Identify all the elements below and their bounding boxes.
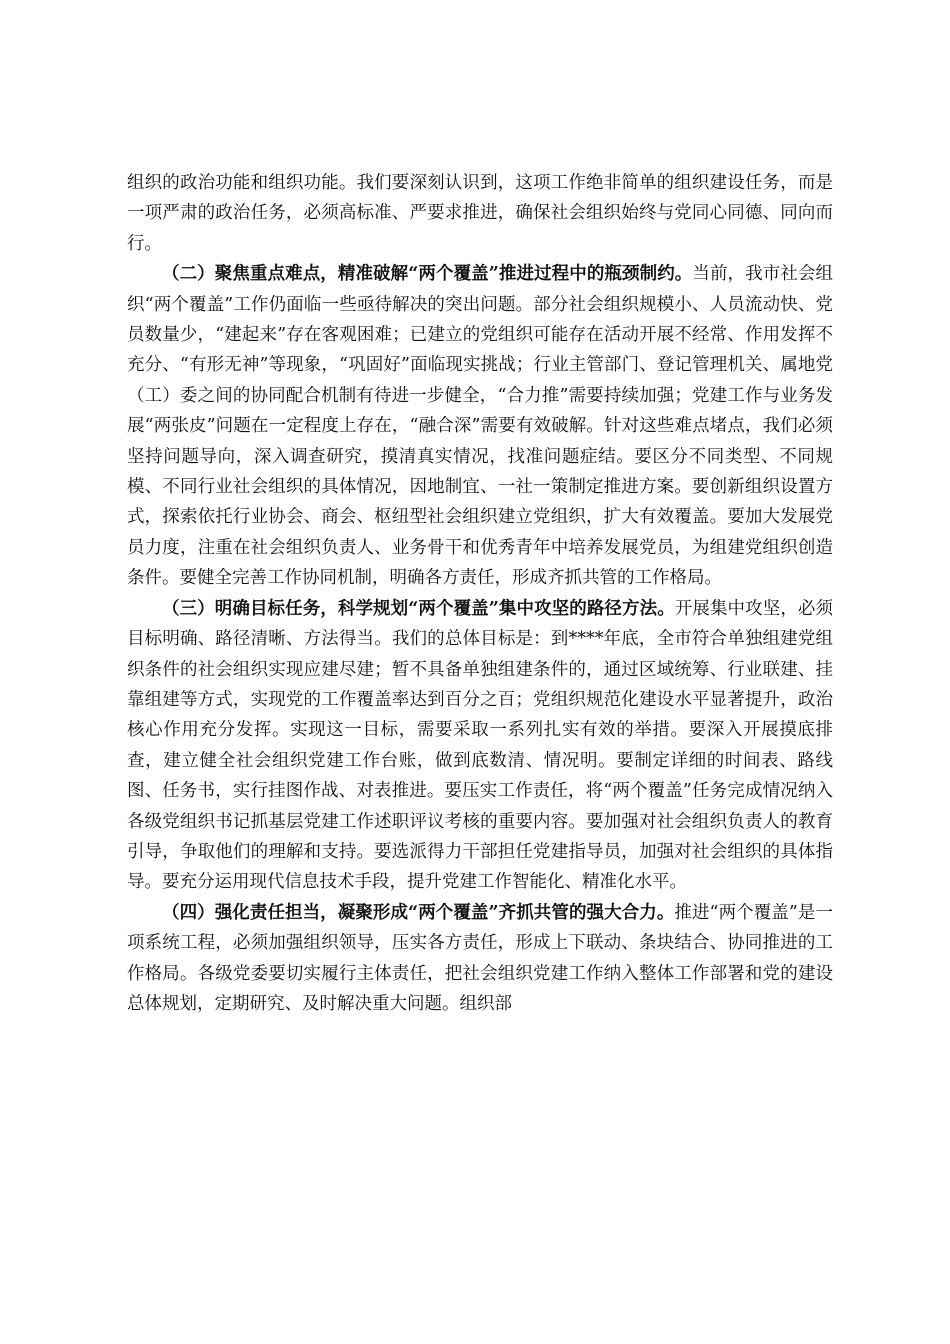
paragraph-text: 推进“两个覆盖”是一项系统工程，必须加强组织领导，压实各方责任，形成上下联动、条块结合、协同推进的工作格局。各级党委要切实履行主体责任，把社会组织党建工作纳入整体工作部署和党的建设总体规划，定期研究、及时解决重大问题。组织部 xyxy=(127,902,833,1014)
paragraph-continuation xyxy=(127,168,833,259)
section-heading: （二）聚焦重点难点，精准破解“两个覆盖”推进过程中的瓶颈制约。 xyxy=(162,264,693,285)
paragraph-text: 组织的政治功能和组织功能。我们要深刻认识到，这项工作绝非简单的组织建设任务，而是一项严肃的政治任务，必须高标准、严要求推进，确保社会组织始终与党同心同德、同向而行。 xyxy=(127,173,833,254)
paragraph-text: 开展集中攻坚，必须目标明确、路径清晰、方法得当。我们的总体目标是：到****年底，全市符合单独组建党组织条件的社会组织实现应建尽建；暂不具备单独组建条件的，通过区域统筹、行业联建、挂靠组建等方式，实现党的工作覆盖率达到百分之百；党组织规范化建设水平显著提升，政治核心作用充分发挥。实现这一目标，需要采取一系列扎实有效的举措。要深入开展摸底排查，建立健全社会组织党建工作台账，做到底数清、情况明。要制定详细的时间表、路线图、任务书，实行挂图作战、对表推进。要压实工作责任，将“两个覆盖”任务完成情况纳入各级党组织书记抓基层党建工作述职评议考核的重要内容。要加强对社会组织负责人的教育引导，争取他们的理解和支持。要选派得力干部担任党建指导员，加强对社会组织的具体指导。要充分运用现代信息技术手段，提升党建工作智能化、精准化水平。 xyxy=(127,598,834,893)
section-heading: （三）明确目标任务，科学规划“两个覆盖”集中攻坚的路径方法。 xyxy=(162,598,675,619)
section-heading: （四）强化责任担当，凝聚形成“两个覆盖”齐抓共管的强大合力。 xyxy=(162,902,675,923)
paragraph-text: 当前，我市社会组织“两个覆盖”工作仍面临一些亟待解决的突出问题。部分社会组织规模小、人员流动快、党员数量少，“建起来”存在客观困难；已建立的党组织可能存在活动开展不经常、作用发挥不充分、“有形无神”等现象，“巩固好”面临现实挑战；行业主管部门、登记管理机关、属地党（工）委之间的协同配合机制有待进一步健全，“合力推”需要持续加强；党建工作与业务发展“两张皮”问题在一定程度上存在，“融合深”需要有效破解。针对这些难点堵点，我们必须坚持问题导向，深入调查研究，摸清真实情况，找准问题症结。要区分不同类型、不同规模、不同行业社会组织的具体情况，因地制宜、一社一策制定推进方案。要创新组织设置方式，探索依托行业协会、商会、枢纽型社会组织建立党组织，扩大有效覆盖。要加大发展党员力度，注重在社会组织负责人、业务骨干和优秀青年中培养发展党员，为组建党组织创造条件。要健全完善工作协同机制，明确各方责任，形成齐抓共管的工作格局。 xyxy=(127,264,833,589)
document-body xyxy=(127,168,833,1019)
paragraph-section-3 xyxy=(127,594,833,898)
paragraph-section-2 xyxy=(127,259,833,593)
paragraph-section-4 xyxy=(127,898,833,1020)
